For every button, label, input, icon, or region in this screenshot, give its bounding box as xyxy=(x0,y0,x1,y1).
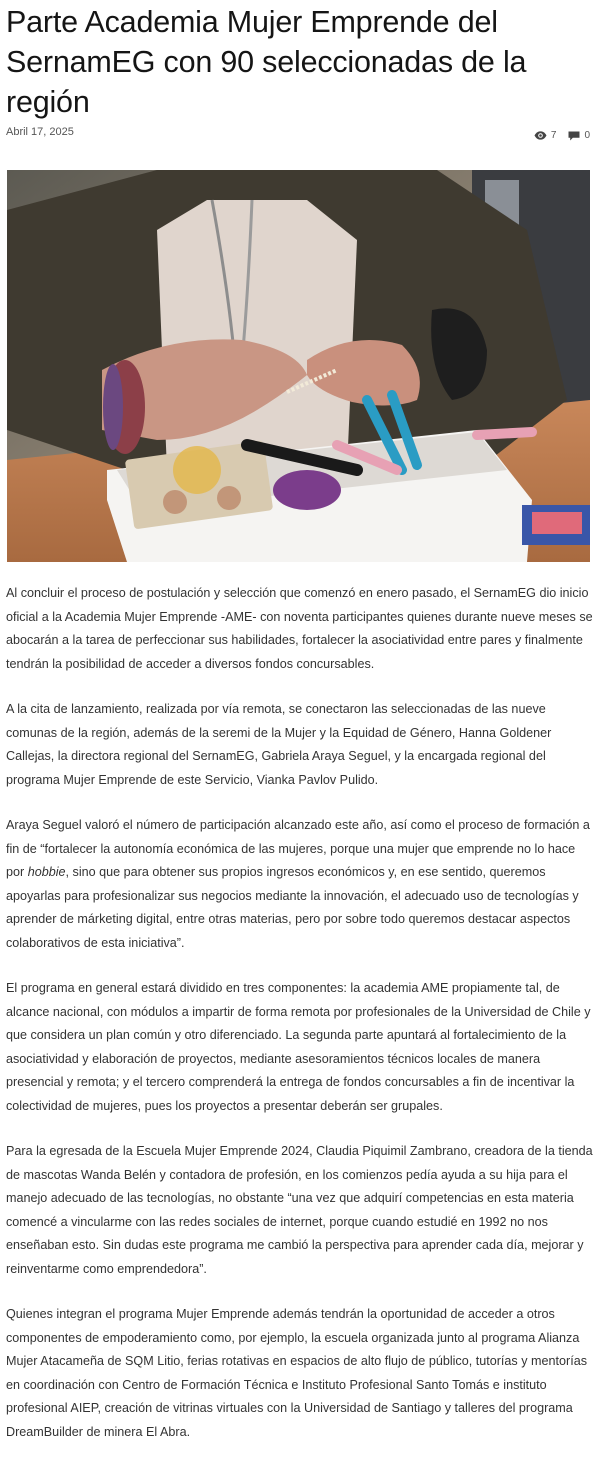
article-stats xyxy=(522,130,590,141)
article-image xyxy=(7,170,590,562)
paragraph-2: A la cita de lanzamiento, realizada por vía remota, se conectaron las seleccionadas de las nueve comunas de la región, además de la seremi de la Mujer y la Equidad de Género, Hanna Goldener Callejas, la directora regional del SernamEG, Gabriela Araya Seguel, y la encargada regional del programa Mujer Emprende de este Servicio, Vianka Pavlov Pulido. xyxy=(6,702,552,787)
paragraph-1: Al concluir el proceso de postulación y selección que comenzó en enero pasado, el SernamEG dio inicio oficial a la Academia Mujer Emprende -AME- con noventa participantes quienes durante nueve meses se abocarán a la tarea de perfeccionar sus habilidades, fortalecer la asociatividad entre pares y finalmente tendrán la posibilidad de acceder a diversos fondos concursables. xyxy=(6,586,593,671)
comment-icon xyxy=(568,131,580,141)
paragraph-3-part-b: , sino que para obtener sus propios ingresos económicos y, en ese sentido, queremos apoyarlas para profesionalizar sus negocios mediante la innovación, el adecuado uso de tecnologías y aprender de márketing digital, entre otras materias, pero por sobre todo queremos destacar aspectos colaborativos de esta iniciativa”. xyxy=(6,865,579,950)
views-counter xyxy=(534,130,557,141)
comments-counter[interactable] xyxy=(568,130,590,141)
article-title: Parte Academia Mujer Emprende del SernamEG con 90 seleccionadas de la región xyxy=(6,5,527,119)
paragraph-6: Quienes integran el programa Mujer Emprende además tendrán la oportunidad de acceder a otros componentes de empoderamiento como, por ejemplo, la escuela organizada junto al programa Alianza Mujer Atacameña de SQM Litio, ferias rotativas en espacios de alto flujo de público, tutorías y mentorías en coordinación con Centro de Formación Técnica e Instituto Profesional Santo Tomás e instituto profesional AIEP, creación de vitrinas virtuales con la Universidad de Santiago y talleres del programa DreamBuilder de minera El Abra. xyxy=(6,1307,588,1439)
paragraph-4: El programa en general estará dividido en tres componentes: la academia AME propiamente tal, de alcance nacional, con módulos a impartir de forma remota por profesionales de la Universidad de Chile y que considera un plan común y otro diferenciado. La segunda parte apuntará al fortalecimiento de la asociatividad y elaboración de proyectos, mediante asesoramientos técnicos locales de manera presencial y remota; y el tercero comprenderá la entrega de fondos concursables a fin de incentivar la colectividad de mujeres, pues los proyectos a presentar deberán ser grupales. xyxy=(6,981,591,1113)
publish-date: Abril 17, 2025 xyxy=(6,126,74,138)
paragraph-3-part-a: Araya Seguel valoró el número de participación alcanzado este año, así como el proceso de formación a fin de “fortalecer la autonomía económica de las mujeres, porque una mujer que emprende no lo hace por xyxy=(6,818,590,879)
article-body xyxy=(6,582,594,1466)
paragraph-3-emphasis: hobbie xyxy=(27,865,66,879)
views-count: 7 xyxy=(550,130,557,141)
article-meta xyxy=(6,124,590,144)
paragraph-5: Para la egresada de la Escuela Mujer Emprende 2024, Claudia Piquimil Zambrano, creadora de la tienda de mascotas Wanda Belén y contadora de profesión, en los comienzos pedía ayuda a su hija para el manejo adecuado de las tecnologías, no obstante “una vez que adquirí competencias en esta materia comencé a vincularme con las redes sociales de internet, porque cuando estudié en 1992 no nos enseñaban esto. Sin dudas este programa me cambió la perspectiva para aprender cada día, mejorar y reinventarme como emprendedora”. xyxy=(6,1144,593,1276)
paragraph-3 xyxy=(6,814,594,955)
comments-count: 0 xyxy=(584,130,590,141)
eye-icon xyxy=(534,131,547,140)
